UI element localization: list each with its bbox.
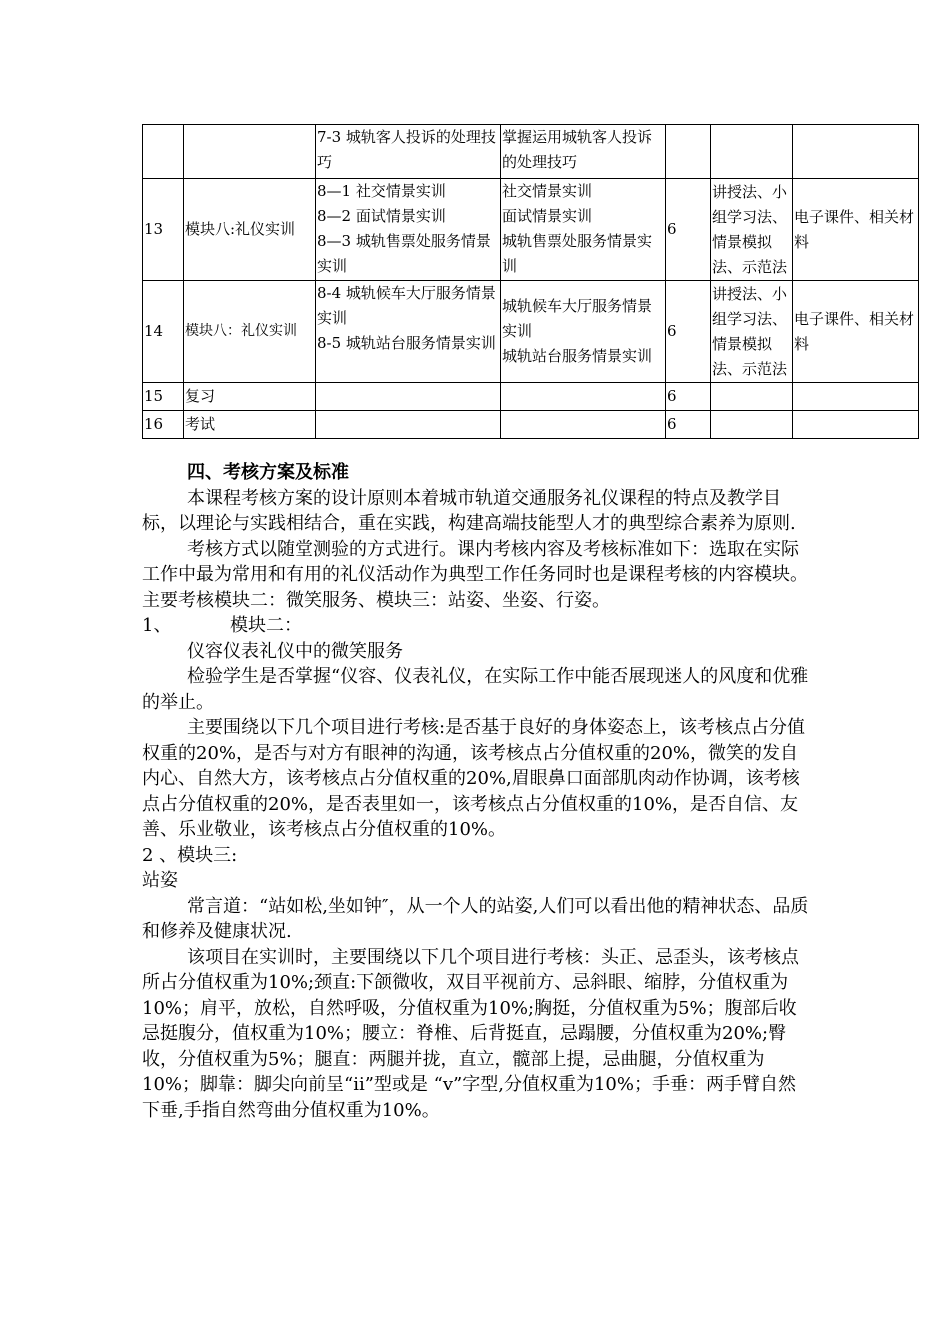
table-row (143, 125, 919, 179)
content-line: 8-5 城轨站台服务情景实训 (317, 334, 496, 352)
goal-line: 城轨售票处服务情景实训 (502, 232, 653, 275)
paragraph: 常言道：“站如松,坐如钟″，从一个人的站姿,人们可以看出他的精神状态、品质和修养及健康状况. (142, 895, 809, 942)
row-method: 讲授法、小组学习法、情景模拟法、示范法 (711, 281, 793, 383)
row-content (316, 281, 501, 383)
row-content (316, 411, 501, 439)
content-line: 8—3 城轨售票处服务情景实训 (317, 232, 491, 275)
row-content (316, 125, 501, 179)
item-number: 1、 (142, 615, 172, 636)
table-row (143, 383, 919, 411)
row-hours: 6 (666, 411, 711, 439)
row-number: 13 (143, 179, 184, 281)
table-row (143, 411, 919, 439)
item-heading (142, 613, 812, 639)
row-module: 模块八:礼仪实训 (184, 179, 316, 281)
content-line: 8—1 社交情景实训 (317, 182, 446, 200)
row-hours: 6 (666, 281, 711, 383)
content-line: 8—2 面试情景实训 (317, 207, 446, 225)
paragraph: 检验学生是否掌握“仪容、仪表礼仪，在实际工作中能否展现迷人的风度和优雅的举止。 (142, 666, 809, 713)
assessment-section (142, 460, 812, 1123)
paragraph: 主要围绕以下几个项目进行考核:是否基于良好的身体姿态上，该考核点占分值权重的20%，是否与对方有眼神的沟通，该考核点占分值权重的20%，微笑的发自内心、自然大方，该考核点占分值权重的20%,眉眼鼻口面部肌肉动作协调，该考核点占分值权重的20%，是否表里如一，该考核点占分值权重的10%，是否自信、友善、乐业敬业，该考核点占分值权重的10%。 (142, 717, 806, 840)
row-resource: 电子课件、相关材料 (793, 281, 919, 383)
row-method (711, 383, 793, 411)
row-content (316, 179, 501, 281)
row-number: 14 (143, 281, 184, 383)
goal-line: 城轨站台服务情景实训 (502, 347, 653, 365)
table-row (143, 179, 919, 281)
row-resource (793, 411, 919, 439)
row-resource: 电子课件、相关材料 (793, 179, 919, 281)
item-heading: 2 、模块三: (142, 844, 238, 866)
row-goal (501, 281, 666, 383)
sub-heading: 站姿 (142, 870, 178, 891)
section-heading: 四、考核方案及标准 (187, 462, 349, 483)
row-number: 15 (143, 383, 184, 411)
goal-line: 掌握运用城轨客人投诉的处理技巧 (502, 128, 653, 171)
goal-line: 社交情景实训 (502, 182, 593, 200)
paragraph: 本课程考核方案的设计原则本着城市轨道交通服务礼仪课程的特点及教学目标，以理论与实践相结合，重在实践，构建高端技能型人才的典型综合素养为原则. (142, 487, 796, 534)
goal-line: 面试情景实训 (502, 207, 593, 225)
row-number (143, 125, 184, 179)
row-goal (501, 179, 666, 281)
row-number: 16 (143, 411, 184, 439)
row-content (316, 383, 501, 411)
content-line: 8-4 城轨候车大厅服务情景实训 (317, 284, 496, 327)
row-module: 考试 (184, 411, 316, 439)
content-line: 7-3 城轨客人投诉的处理技巧 (317, 128, 496, 171)
row-method (711, 125, 793, 179)
row-goal (501, 411, 666, 439)
schedule-table (142, 124, 919, 439)
row-method: 讲授法、小组学习法、情景模拟法、示范法 (711, 179, 793, 281)
row-module: 模块八：礼仪实训 (184, 281, 316, 383)
row-hours (666, 125, 711, 179)
sub-heading: 仪容仪表礼仪中的微笑服务 (187, 640, 403, 662)
row-goal (501, 383, 666, 411)
table-row (143, 281, 919, 383)
paragraph: 该项目在实训时，主要围绕以下几个项目进行考核：头正、忌歪头，该考核点所占分值权重为10%;颈直:下颌微收，双目平视前方、忌斜眼、缩脖，分值权重为10%；肩平，放松，自然呼吸，分值权重为10%;胸挺，分值权重为5%；腹部后收忌挺腹分，值权重为10%；腰立：脊椎、后背挺直，忌蹋腰，分值权重为20%;臀收，分值权重为5%；腿直：两腿并拢，直立，髋部上提，忌曲腿，分值权重为10%；脚靠：脚尖向前呈“ii”型或是 “v”字型,分值权重为10%；手垂：两手臂自然下垂,手指自然弯曲分值权重为10%。 (142, 946, 799, 1121)
row-method (711, 411, 793, 439)
goal-line: 城轨候车大厅服务情景实训 (502, 297, 653, 340)
row-hours: 6 (666, 179, 711, 281)
row-hours: 6 (666, 383, 711, 411)
item-title: 模块二： (230, 615, 302, 636)
row-goal (501, 125, 666, 179)
row-module (184, 125, 316, 179)
row-resource (793, 383, 919, 411)
row-module: 复习 (184, 383, 316, 411)
paragraph: 考核方式以随堂测验的方式进行。课内考核内容及考核标准如下：选取在实际工作中最为常用和有用的礼仪活动作为典型工作任务同时也是课程考核的内容模块。主要考核模块二：微笑服务、模块三：站姿、坐姿、行姿。 (142, 538, 808, 611)
row-resource (793, 125, 919, 179)
